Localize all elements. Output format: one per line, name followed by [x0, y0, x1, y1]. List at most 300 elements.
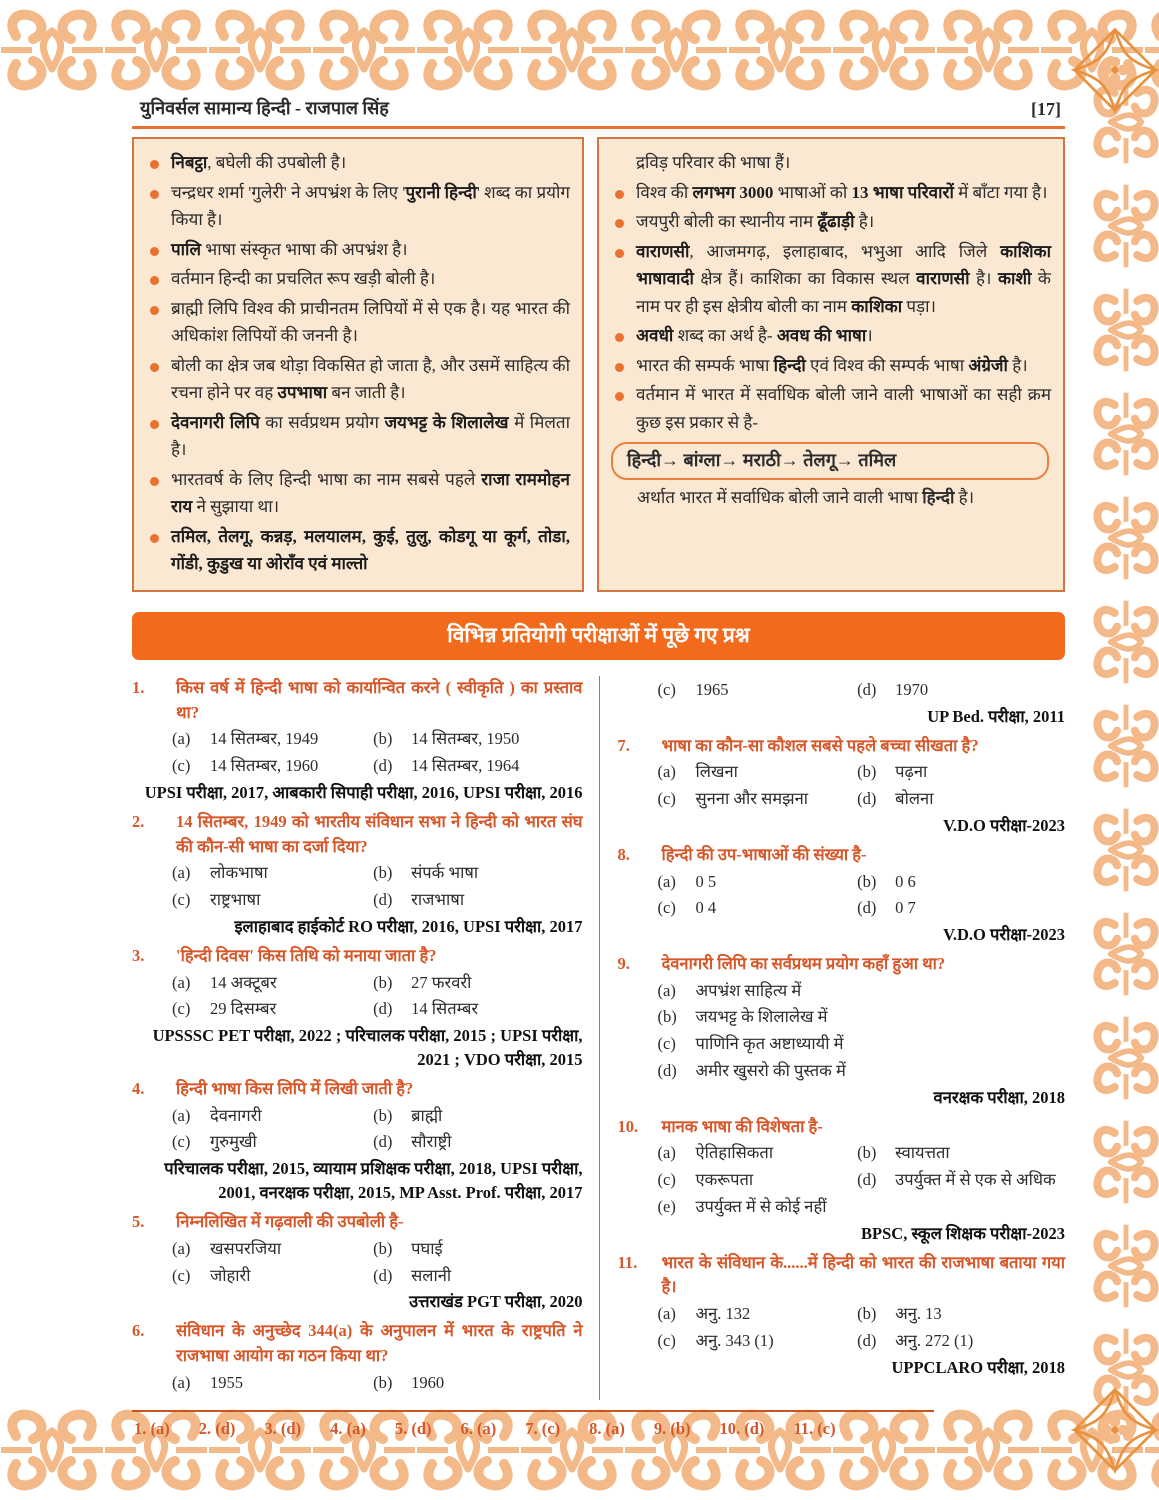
option-label: (d) [373, 1132, 393, 1152]
fact-box-right [597, 137, 1065, 592]
ornament-motif [1092, 808, 1159, 892]
question-head [132, 1210, 583, 1235]
option-label: (c) [657, 679, 676, 699]
option-label: (b) [857, 1304, 877, 1324]
option-text: पढ़ना [895, 762, 928, 782]
option [373, 1130, 582, 1155]
option-row [618, 678, 1066, 703]
ornament-motif [1092, 1016, 1159, 1100]
option-label: (a) [172, 1238, 191, 1258]
language-order-box: हिन्दी→ बांग्ला→ मराठी→ तेलगू→ तमिल [611, 442, 1049, 479]
bullet-icon [615, 363, 624, 372]
option-row [132, 888, 583, 913]
bullet-icon [150, 190, 159, 199]
option [373, 1104, 582, 1129]
ornament-motif [416, 8, 520, 92]
text-segment: ने सुझाया था। [192, 497, 280, 517]
answer-item: 9. (b) [653, 1419, 691, 1439]
option-text: अमीर खुसरो की पुस्तक में [695, 1060, 846, 1080]
answer-key [132, 1410, 1065, 1439]
question-head [132, 676, 583, 726]
ornament-motif [1092, 496, 1159, 580]
option [658, 787, 858, 812]
option-row [618, 1168, 1066, 1193]
question-number: 7. [617, 735, 630, 755]
question [132, 944, 583, 1072]
option-text: 0 4 [695, 898, 717, 918]
text-segment: निबट्ठा [171, 153, 208, 172]
option [172, 1371, 373, 1396]
option [857, 1302, 1065, 1327]
option [172, 727, 373, 752]
option [373, 727, 582, 752]
option-text: देवनागरी [210, 1105, 262, 1125]
answer-item: 7. (c) [525, 1419, 561, 1439]
question-text: देवनागरी लिपि का सर्वप्रथम प्रयोग कहाँ हुआ था? [661, 953, 946, 973]
option-row [132, 1237, 583, 1262]
option-text: स्वायत्तता [895, 1143, 950, 1163]
exam-source: UP Bed. परीक्षा, 2011 [927, 706, 1065, 726]
question-number: 2. [132, 811, 145, 831]
option [658, 1195, 1066, 1220]
option-text: अपभ्रंश साहित्य में [695, 980, 802, 1000]
option [172, 861, 373, 886]
exam-source: इलाहाबाद हाईकोर्ट RO परीक्षा, 2016, UPSI परीक्षा, 2017 [234, 916, 583, 936]
text-segment: अर्थात भारत में सर्वाधिक बोली जाने वाली भाषा [637, 487, 923, 507]
option-label: (c) [172, 890, 191, 910]
text-segment: ब्राह्मी लिपि विश्व की प्राचीनतम लिपियों में से एक है। यह भारत की अधिकांश लिपियों की जननी है। [171, 298, 570, 346]
question-text: भारत के संविधान के......में हिन्दी को भारत की राजभाषा बताया गया है। [661, 1252, 1065, 1297]
ornament-motif [936, 8, 1040, 92]
option-row [618, 1059, 1066, 1084]
option-text: 1955 [210, 1372, 243, 1392]
answer-item: 2. (d) [198, 1419, 236, 1439]
fact-item [144, 352, 570, 407]
option [373, 971, 582, 996]
option [658, 1168, 858, 1193]
option-text: जोहारी [210, 1265, 251, 1285]
option-row [132, 1130, 583, 1155]
option-text: 14 सितम्बर, 1964 [411, 756, 520, 776]
option [172, 1237, 373, 1262]
questions-column-right [599, 676, 1066, 1400]
ornament-motif [624, 8, 728, 92]
text-segment: वर्तमान में भारत में सर्वाधिक बोली जाने वाली भाषाओं का सही क्रम कुछ इस प्रकार से है- [636, 385, 1051, 432]
fact-item [144, 295, 570, 350]
question-head [132, 944, 583, 969]
option-text: ब्राह्मी [411, 1105, 443, 1125]
text-segment: में मिलता है। [171, 412, 570, 460]
text-segment: क्षेत्र हैं। काशिका का विकास स्थल [693, 269, 917, 289]
option-label: (b) [373, 972, 393, 992]
option-label: (d) [857, 1330, 877, 1350]
ornament-motif [312, 8, 416, 92]
option-row [132, 727, 583, 752]
option-row [132, 861, 583, 886]
option [373, 888, 582, 913]
text-segment: हिन्दी [773, 355, 806, 375]
option [658, 1032, 1066, 1057]
option-text: एकरूपता [695, 1170, 754, 1190]
fact-item [144, 179, 570, 234]
option-text: 14 अक्टूबर [210, 972, 277, 992]
exam-source: BPSC, स्कूल शिक्षक परीक्षा-2023 [861, 1223, 1065, 1243]
option-text: 0 7 [895, 898, 916, 918]
fact-item [609, 149, 1051, 177]
fact-text [171, 179, 570, 234]
question-text: भाषा का कौन-सा कौशल सबसे पहले बच्चा सीखता है? [661, 735, 979, 755]
question-head [618, 952, 1066, 977]
question-number: 9. [617, 953, 630, 973]
option-row [618, 1195, 1066, 1220]
text-segment: , आजमगढ़, इलाहाबाद, भभुआ आदि जिले [689, 241, 1001, 261]
option [172, 971, 373, 996]
exam-source: V.D.O परीक्षा-2023 [943, 815, 1065, 835]
option-text: 14 सितम्बर, 1949 [210, 729, 319, 749]
ornament-motif [520, 8, 624, 92]
text-segment: है। [954, 487, 975, 507]
question-continuation [618, 678, 1066, 729]
option [857, 1329, 1065, 1354]
option [373, 997, 582, 1022]
fact-text [636, 352, 1028, 380]
corner-star-icon [1071, 1386, 1159, 1474]
option-row [618, 870, 1066, 895]
exam-source: परिचालक परीक्षा, 2015, व्यायाम प्रशिक्षक परीक्षा, 2018, UPSI परीक्षा, 2001, वनरक्षक परीक्षा, 2015, MP Asst. Prof. परीक्षा, 2017 [164, 1159, 583, 1203]
option-text: उपर्युक्त में से कोई नहीं [695, 1196, 827, 1216]
text-segment: काशी [998, 269, 1032, 289]
bullet-icon [615, 219, 624, 228]
text-segment: भाषा संस्कृत भाषा की अपभ्रंश है। [201, 239, 408, 259]
bullet-icon [150, 276, 159, 285]
question [618, 843, 1066, 947]
text-segment: 13 भाषा परिवारों [851, 182, 954, 202]
option-row [132, 1371, 583, 1396]
answer-item: 6. (a) [460, 1419, 497, 1439]
exam-source: V.D.O परीक्षा-2023 [943, 925, 1065, 945]
option-label: (a) [172, 1105, 191, 1125]
option-text: पघाई [411, 1238, 443, 1258]
section-banner-title: विभिन्न प्रतियोगी परीक्षाओं में पूछे गए प्रश्न [447, 622, 750, 647]
fact-item [144, 409, 570, 464]
option-label: (b) [373, 863, 393, 883]
option [658, 760, 858, 785]
text-segment: काशिका [851, 296, 903, 316]
section-banner [132, 612, 1065, 660]
exam-source: वनरक्षक परीक्षा, 2018 [933, 1087, 1065, 1107]
option-label: (d) [373, 1265, 393, 1285]
option-text: अनु. 272 (1) [895, 1330, 974, 1350]
option-row [618, 1302, 1066, 1327]
ornament-motif [1092, 600, 1159, 684]
option-row [618, 979, 1066, 1004]
fact-text [171, 295, 570, 350]
text-segment: जयभट्ट के शिलालेख [384, 412, 509, 432]
option-label: (c) [657, 1034, 676, 1054]
text-segment: देवनागरी लिपि [171, 412, 260, 432]
question [618, 1251, 1066, 1380]
option-label: (a) [172, 729, 191, 749]
text-segment: जयपुरी बोली का स्थानीय नाम [636, 212, 818, 232]
option-label: (d) [373, 999, 393, 1019]
answer-item: 1. (a) [134, 1419, 170, 1439]
fact-text [171, 236, 408, 264]
bullet-icon [615, 190, 624, 199]
exam-source: UPSSSC PET परीक्षा, 2022 ; परिचालक परीक्षा, 2015 ; UPSI परीक्षा, 2021 ; VDO परीक्षा, 2015 [152, 1026, 583, 1069]
option-label: (c) [172, 999, 191, 1019]
question [132, 1319, 583, 1395]
option-label: (d) [373, 890, 393, 910]
option [857, 896, 1065, 921]
ornament-border-right [1089, 70, 1159, 1430]
option-text: 0 5 [695, 871, 717, 891]
option-text: 27 फरवरी [411, 972, 472, 992]
page-header [132, 96, 1065, 129]
bullet-icon [615, 333, 624, 342]
text-segment: विश्व की [636, 182, 693, 202]
ornament-motif [1092, 288, 1159, 372]
fact-text [171, 265, 435, 293]
option [658, 896, 858, 921]
question-text: निम्नलिखित में गढ़वाली की उपबोली है- [176, 1212, 404, 1231]
fact-item [609, 208, 1051, 236]
question [618, 734, 1066, 838]
ornament-border-top [0, 8, 1159, 92]
page-number: [17] [1031, 99, 1061, 119]
option-label: (c) [657, 1330, 676, 1350]
option [373, 754, 582, 779]
option-label: (c) [172, 756, 191, 776]
option-label: (d) [657, 1060, 677, 1080]
text-segment: वर्तमान हिन्दी का प्रचलित रूप खड़ी बोली है। [171, 269, 436, 289]
option-label: (c) [172, 1265, 191, 1285]
bullet-icon [615, 392, 624, 401]
bullet-icon [615, 249, 624, 258]
ornament-motif [1092, 392, 1159, 476]
bullet-icon [150, 306, 159, 315]
corner-star-icon [1071, 26, 1159, 114]
option-label: (d) [373, 756, 393, 776]
option [857, 870, 1065, 895]
option-label: (a) [172, 1372, 191, 1392]
option-label: (a) [172, 972, 191, 992]
option [857, 678, 1065, 703]
text-segment: राजा राममोहन राय [171, 469, 570, 517]
ornament-motif [1092, 1224, 1159, 1308]
ornament-motif [728, 8, 832, 92]
option [658, 1302, 858, 1327]
text-segment: । [866, 326, 873, 346]
fact-item [609, 179, 1051, 207]
bullet-icon [150, 477, 159, 486]
option-label: (a) [657, 871, 676, 891]
question [132, 810, 583, 939]
option [373, 1264, 582, 1289]
option [373, 861, 582, 886]
option-text: 1960 [411, 1372, 445, 1392]
option-text: बोलना [895, 789, 934, 809]
option-text: 29 दिसम्बर [210, 999, 277, 1019]
text-segment: है। [1007, 355, 1028, 375]
fact-text [636, 179, 1047, 207]
option-text: लोकभाषा [210, 863, 268, 883]
text-segment: बन जाती है। [327, 383, 406, 403]
text-segment: चन्द्रधर शर्मा 'गुलेरी' ने अपभ्रंश के लिए ' [171, 182, 406, 202]
option [658, 1329, 858, 1354]
option-label: (a) [657, 980, 676, 1000]
fact-item [609, 352, 1051, 380]
fact-boxes-row [132, 137, 1065, 592]
option-text: उपर्युक्त में से एक से अधिक [895, 1170, 1056, 1190]
bullet-icon [150, 420, 159, 429]
option-row [132, 1104, 583, 1129]
question-number: 4. [132, 1078, 145, 1098]
option-label: (b) [373, 729, 393, 749]
question-number: 8. [617, 844, 630, 864]
text-segment: काशिका भाषावादी [636, 241, 1051, 289]
text-segment: भाषाओं को [773, 182, 852, 202]
option-text: अनु. 343 (1) [695, 1330, 774, 1350]
option-row [618, 787, 1066, 812]
ornament-motif [1092, 704, 1159, 788]
option-label: (b) [657, 1007, 677, 1027]
text-segment: , बघेली की उपबोली है। [207, 153, 347, 172]
text-segment: पड़ा। [902, 296, 936, 316]
question-head [132, 1319, 583, 1369]
option [172, 888, 373, 913]
option-text: अनु. 132 [695, 1304, 751, 1324]
option [658, 1141, 858, 1166]
option [373, 1237, 582, 1262]
fact-item [609, 238, 1051, 321]
fact-text [171, 352, 570, 407]
question [618, 952, 1066, 1110]
option-row [132, 971, 583, 996]
question-number: 1. [132, 677, 145, 697]
option [658, 979, 1066, 1004]
question-text: हिन्दी भाषा किस लिपि में लिखी जाती है? [176, 1078, 414, 1098]
question-text: 14 सितम्बर, 1949 को भारतीय संविधान सभा ने हिन्दी को भारत संघ की कौन-सी भाषा का दर्जा दिया? [176, 811, 583, 856]
bullet-icon [150, 247, 159, 256]
option [172, 754, 373, 779]
fact-text [636, 149, 790, 177]
fact-item [609, 322, 1051, 350]
question-head [618, 1115, 1066, 1140]
exam-source: उत्तराखंड PGT परीक्षा, 2020 [409, 1292, 583, 1312]
option-label: (b) [373, 1372, 393, 1392]
option-row [618, 760, 1066, 785]
answer-item: 3. (d) [264, 1419, 302, 1439]
question-number: 6. [132, 1321, 145, 1341]
text-segment: में बाँटा गया है। [953, 182, 1048, 202]
option-label: (d) [857, 679, 877, 699]
option [658, 1005, 1066, 1030]
text-segment: तमिल, तेलगू, कन्नड़, मलयालम, कुई, तुलु, कोडगू या कूर्ग, तोडा, गोंडी, कुडुख या ओराँव एवं माल्तो [171, 526, 570, 574]
text-segment: वाराणसी [916, 269, 970, 289]
ornament-motif [0, 8, 104, 92]
text-segment: का सर्वप्रथम प्रयोग [259, 412, 385, 432]
option [857, 787, 1065, 812]
fact-text [636, 208, 874, 236]
option-text: 1970 [895, 679, 929, 699]
text-segment: एवं विश्व की सम्पर्क भाषा [805, 355, 969, 375]
answer-item: 8. (a) [589, 1419, 625, 1439]
fact-text [171, 523, 570, 578]
ornament-motif [1092, 912, 1159, 996]
option-label: (c) [657, 898, 676, 918]
question [132, 676, 583, 805]
option [857, 760, 1065, 785]
book-title: युनिवर्सल सामान्य हिन्दी - राजपाल सिंह [140, 98, 389, 118]
option-label: (c) [657, 789, 676, 809]
option [172, 1130, 373, 1155]
text-segment: के नाम पर ही इस क्षेत्रीय बोली का नाम [636, 269, 1051, 316]
question-number: 11. [617, 1252, 638, 1272]
question [132, 1210, 583, 1314]
ornament-motif [1092, 1120, 1159, 1204]
option-label: (c) [657, 1170, 676, 1190]
option-label: (d) [857, 789, 877, 809]
option-label: (b) [373, 1238, 393, 1258]
option-text: ऐतिहासिकता [695, 1143, 774, 1163]
page-content [132, 96, 1065, 1439]
question-text: संविधान के अनुच्छेद 344(a) के अनुपालन में भारत के राष्ट्रपति ने राजभाषा आयोग का गठन किया था? [176, 1321, 583, 1365]
option-text: 1965 [695, 679, 729, 699]
text-segment: अंग्रेजी [968, 355, 1008, 375]
option-label: (b) [857, 1143, 877, 1163]
questions-area [132, 676, 1065, 1400]
fact-text [636, 238, 1051, 321]
option-text: 14 सितम्बर, 1960 [210, 756, 319, 776]
option-text: अनु. 13 [895, 1304, 942, 1324]
fact-item [144, 265, 570, 293]
fact-box-left [132, 137, 584, 592]
fact-text [636, 381, 1051, 436]
question-text: 'हिन्दी दिवस' किस तिथि को मनाया जाता है? [176, 945, 437, 965]
answer-item: 5. (d) [394, 1419, 432, 1439]
text-segment: है। [854, 212, 875, 232]
answer-key-row [132, 1412, 1065, 1439]
fact-item [144, 523, 570, 578]
option-text: संपर्क भाषा [411, 863, 479, 883]
text-segment: उपभाषा [277, 383, 328, 403]
option-text: सौराष्ट्री [411, 1132, 452, 1152]
text-segment: भारत की सम्पर्क भाषा [636, 355, 774, 375]
fact-text [171, 466, 570, 521]
text-segment: बोली का क्षेत्र जब थोड़ा विकसित हो जाता है, और उसमें साहित्य की रचना होने पर वह [171, 355, 570, 403]
question-number: 10. [617, 1116, 639, 1136]
text-segment: शब्द का अर्थ है- [673, 326, 777, 346]
text-segment: लगभग 3000 [692, 182, 774, 202]
exam-source: UPSI परीक्षा, 2017, आबकारी सिपाही परीक्षा, 2016, UPSI परीक्षा, 2016 [144, 782, 583, 802]
option-row [618, 1005, 1066, 1030]
fact-item [609, 381, 1051, 436]
option [373, 1371, 582, 1396]
text-segment: ' शब्द का प्रयोग किया है। [171, 182, 571, 230]
bullet-icon [150, 534, 159, 543]
fact-text [171, 409, 570, 464]
option-text: लिखना [695, 762, 738, 782]
text-segment: है। [969, 269, 998, 289]
option-row [132, 754, 583, 779]
option-label: (b) [373, 1105, 393, 1125]
bullet-icon [150, 160, 159, 169]
fact-item [144, 149, 570, 177]
option-label: (d) [857, 898, 877, 918]
question-head [618, 843, 1066, 868]
ornament-motif [1092, 184, 1159, 268]
question-text: हिन्दी की उप-भाषाओं की संख्या है- [661, 844, 867, 864]
